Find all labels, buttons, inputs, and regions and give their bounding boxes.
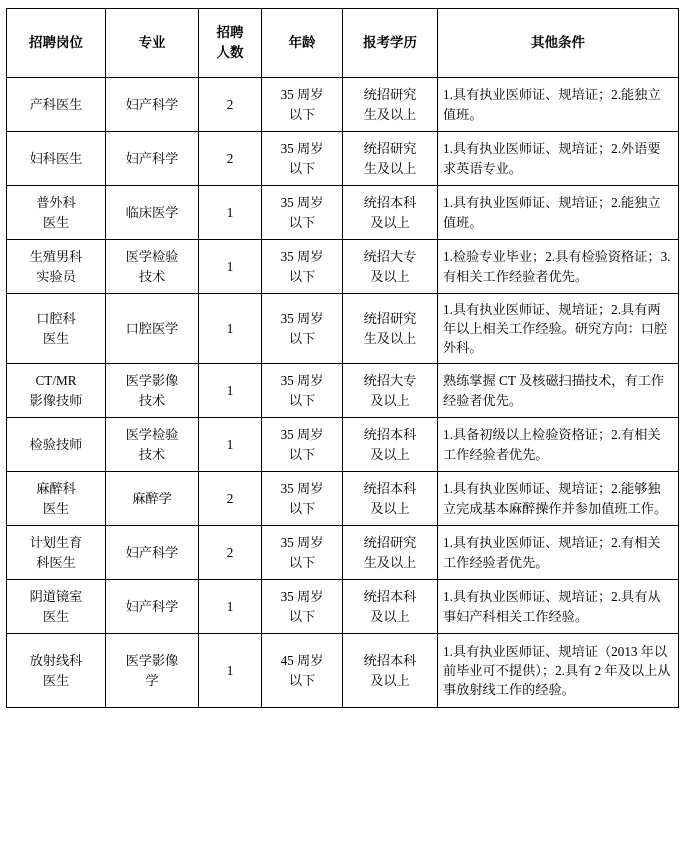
cell-major xyxy=(106,364,199,418)
cell-major: 麻醉学 xyxy=(106,472,199,526)
cell-age-line1: 35 周岁 xyxy=(280,373,324,389)
header-row xyxy=(7,9,679,78)
cell-other-conditions: 1.具有执业医师证、规培证；2.能够独立完成基本麻醉操作并参加值班工作。 xyxy=(438,472,679,526)
cell-education-line1: 统招研究 xyxy=(363,87,417,103)
column-header-count-line1: 招聘 xyxy=(216,25,244,41)
cell-age xyxy=(262,526,343,580)
cell-age-line1: 35 周岁 xyxy=(280,481,324,497)
cell-position-line1: 计划生育 xyxy=(29,535,83,551)
cell-other-conditions: 1.具有执业医师证、规培证；2.具有从事妇产科相关工作经验。 xyxy=(438,580,679,634)
table-row xyxy=(7,240,679,294)
cell-position-line2: 实验员 xyxy=(36,268,76,284)
cell-position-line1: 生殖男科 xyxy=(29,249,83,265)
cell-position-line2: 医生 xyxy=(42,608,70,624)
cell-education xyxy=(343,186,438,240)
cell-education xyxy=(343,418,438,472)
cell-age-line2: 以下 xyxy=(288,268,316,284)
cell-position-line2: 医生 xyxy=(42,214,70,230)
cell-other-conditions: 1.检验专业毕业；2.具有检验资格证；3.有相关工作经验者优先。 xyxy=(438,240,679,294)
cell-count: 1 xyxy=(199,418,262,472)
cell-education-line1: 统招本科 xyxy=(363,195,417,211)
cell-position-line2: 医生 xyxy=(42,672,70,688)
cell-education-line1: 统招研究 xyxy=(363,311,417,327)
cell-position xyxy=(7,472,106,526)
cell-count: 2 xyxy=(199,78,262,132)
cell-position xyxy=(7,294,106,364)
cell-major xyxy=(106,240,199,294)
cell-education xyxy=(343,472,438,526)
cell-education-line2: 及以上 xyxy=(370,446,410,462)
cell-education xyxy=(343,294,438,364)
column-header-count-line2: 人数 xyxy=(216,45,244,60)
cell-major-line1: 医学检验 xyxy=(125,249,179,265)
cell-education-line2: 生及以上 xyxy=(363,106,417,122)
table-row xyxy=(7,526,679,580)
table-row xyxy=(7,472,679,526)
cell-count: 2 xyxy=(199,132,262,186)
table-row xyxy=(7,580,679,634)
table-row xyxy=(7,634,679,708)
cell-age-line1: 35 周岁 xyxy=(280,249,324,265)
cell-age-line1: 35 周岁 xyxy=(280,589,324,605)
cell-age xyxy=(262,240,343,294)
cell-position-line2: 影像技师 xyxy=(29,392,83,408)
cell-age xyxy=(262,580,343,634)
cell-count: 1 xyxy=(199,186,262,240)
cell-age-line2: 以下 xyxy=(288,608,316,624)
cell-position-line1: CT/MR xyxy=(35,373,77,389)
column-header-other: 其他条件 xyxy=(438,9,679,78)
cell-age xyxy=(262,186,343,240)
cell-position-line2: 科医生 xyxy=(36,554,76,570)
table-row xyxy=(7,294,679,364)
cell-major: 临床医学 xyxy=(106,186,199,240)
cell-age xyxy=(262,472,343,526)
cell-education-line2: 生及以上 xyxy=(363,330,417,346)
cell-education-line1: 统招大专 xyxy=(363,249,417,265)
cell-position: 检验技师 xyxy=(7,418,106,472)
cell-position-line1: 阴道镜室 xyxy=(29,589,83,605)
table-row xyxy=(7,132,679,186)
cell-position: 妇科医生 xyxy=(7,132,106,186)
cell-major-line2: 技术 xyxy=(138,268,166,284)
cell-education-line1: 统招大专 xyxy=(363,373,417,389)
recruitment-table xyxy=(6,8,679,708)
cell-age-line2: 以下 xyxy=(288,672,316,688)
cell-age-line1: 45 周岁 xyxy=(280,653,324,669)
cell-position-line2: 医生 xyxy=(42,330,70,346)
cell-age-line2: 以下 xyxy=(288,500,316,516)
cell-age-line2: 以下 xyxy=(288,446,316,462)
cell-other-conditions: 熟练掌握 CT 及核磁扫描技术，有工作经验者优先。 xyxy=(438,364,679,418)
cell-position xyxy=(7,364,106,418)
cell-major: 妇产科学 xyxy=(106,580,199,634)
cell-count: 2 xyxy=(199,472,262,526)
cell-position xyxy=(7,526,106,580)
cell-other-conditions: 1.具有执业医师证、规培证；2.能独立值班。 xyxy=(438,186,679,240)
cell-age-line2: 以下 xyxy=(288,160,316,176)
cell-major-line1: 医学影像 xyxy=(125,653,179,669)
cell-education-line2: 及以上 xyxy=(370,672,410,688)
cell-age-line2: 以下 xyxy=(288,392,316,408)
cell-education-line2: 及以上 xyxy=(370,268,410,284)
cell-education-line1: 统招本科 xyxy=(363,427,417,443)
table-row xyxy=(7,78,679,132)
cell-education-line1: 统招本科 xyxy=(363,653,417,669)
cell-education-line1: 统招研究 xyxy=(363,141,417,157)
cell-education-line1: 统招本科 xyxy=(363,589,417,605)
cell-age-line1: 35 周岁 xyxy=(280,427,324,443)
cell-major xyxy=(106,418,199,472)
cell-age-line1: 35 周岁 xyxy=(280,87,324,103)
column-header-count xyxy=(199,9,262,78)
cell-education xyxy=(343,132,438,186)
cell-major: 妇产科学 xyxy=(106,78,199,132)
cell-age xyxy=(262,634,343,708)
cell-position-line1: 放射线科 xyxy=(29,653,83,669)
cell-major xyxy=(106,634,199,708)
column-header-education: 报考学历 xyxy=(343,9,438,78)
cell-major: 口腔医学 xyxy=(106,294,199,364)
cell-education xyxy=(343,526,438,580)
cell-age-line1: 35 周岁 xyxy=(280,141,324,157)
cell-education xyxy=(343,240,438,294)
cell-education-line2: 生及以上 xyxy=(363,554,417,570)
column-header-position: 招聘岗位 xyxy=(7,9,106,78)
cell-other-conditions: 1.具备初级以上检验资格证；2.有相关工作经验者优先。 xyxy=(438,418,679,472)
cell-major-line1: 医学影像 xyxy=(125,373,179,389)
cell-age xyxy=(262,132,343,186)
cell-education-line2: 及以上 xyxy=(370,214,410,230)
cell-age xyxy=(262,78,343,132)
table-body xyxy=(7,78,679,708)
cell-education-line1: 统招本科 xyxy=(363,481,417,497)
cell-major: 妇产科学 xyxy=(106,526,199,580)
cell-education xyxy=(343,364,438,418)
cell-other-conditions: 1.具有执业医师证、规培证（2013 年以前毕业可不提供）；2.具有 2 年及以上从事放射线工作的经验。 xyxy=(438,634,679,708)
cell-position xyxy=(7,240,106,294)
cell-count: 1 xyxy=(199,294,262,364)
cell-age-line2: 以下 xyxy=(288,330,316,346)
table-header xyxy=(7,9,679,78)
cell-age xyxy=(262,364,343,418)
cell-education-line2: 及以上 xyxy=(370,608,410,624)
cell-major: 妇产科学 xyxy=(106,132,199,186)
table-row xyxy=(7,364,679,418)
cell-other-conditions: 1.具有执业医师证、规培证；2.能独立值班。 xyxy=(438,78,679,132)
cell-major-line2: 学 xyxy=(145,672,159,688)
cell-age-line2: 以下 xyxy=(288,214,316,230)
cell-count: 1 xyxy=(199,364,262,418)
column-header-major: 专业 xyxy=(106,9,199,78)
cell-other-conditions: 1.具有执业医师证、规培证；2.外语要求英语专业。 xyxy=(438,132,679,186)
cell-education-line2: 及以上 xyxy=(370,500,410,516)
cell-position xyxy=(7,634,106,708)
cell-age-line1: 35 周岁 xyxy=(280,311,324,327)
cell-position-line2: 医生 xyxy=(42,500,70,516)
cell-other-conditions: 1.具有执业医师证、规培证；2.有相关工作经验者优先。 xyxy=(438,526,679,580)
cell-education-line2: 生及以上 xyxy=(363,160,417,176)
cell-education-line1: 统招研究 xyxy=(363,535,417,551)
cell-count: 1 xyxy=(199,634,262,708)
cell-age-line2: 以下 xyxy=(288,106,316,122)
cell-education xyxy=(343,580,438,634)
cell-age xyxy=(262,294,343,364)
cell-education xyxy=(343,78,438,132)
table-row xyxy=(7,418,679,472)
cell-education xyxy=(343,634,438,708)
cell-count: 1 xyxy=(199,240,262,294)
cell-position: 产科医生 xyxy=(7,78,106,132)
cell-age xyxy=(262,418,343,472)
cell-major-line2: 技术 xyxy=(138,392,166,408)
cell-position-line1: 普外科 xyxy=(36,195,76,211)
cell-position xyxy=(7,580,106,634)
cell-major-line2: 技术 xyxy=(138,446,166,462)
cell-age-line2: 以下 xyxy=(288,554,316,570)
cell-position-line1: 麻醉科 xyxy=(36,481,76,497)
cell-major-line1: 医学检验 xyxy=(125,427,179,443)
column-header-age: 年龄 xyxy=(262,9,343,78)
cell-position xyxy=(7,186,106,240)
cell-count: 2 xyxy=(199,526,262,580)
table-row xyxy=(7,186,679,240)
cell-education-line2: 及以上 xyxy=(370,392,410,408)
cell-age-line1: 35 周岁 xyxy=(280,535,324,551)
cell-count: 1 xyxy=(199,580,262,634)
cell-other-conditions: 1.具有执业医师证、规培证；2.具有两年以上相关工作经验。研究方向：口腔外科。 xyxy=(438,294,679,364)
cell-position-line1: 口腔科 xyxy=(36,311,76,327)
cell-age-line1: 35 周岁 xyxy=(280,195,324,211)
